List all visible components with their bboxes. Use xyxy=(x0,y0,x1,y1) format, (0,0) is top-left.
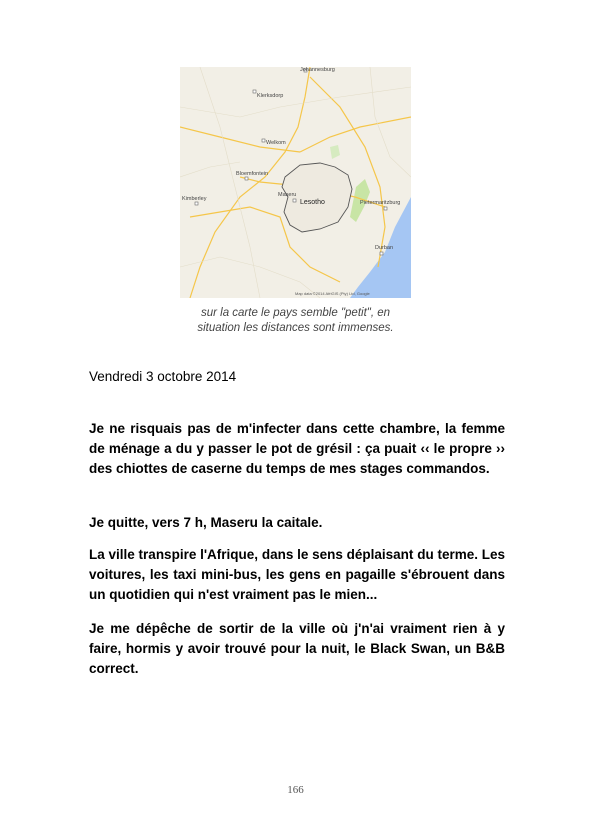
map-label-welkom: Welkom xyxy=(266,140,286,146)
map-label-johannesburg: Johannesburg xyxy=(300,67,335,73)
map-label-durban: Durban xyxy=(375,245,394,251)
map-caption xyxy=(150,306,441,336)
map-label-bloemfontein: Bloemfontein xyxy=(236,171,269,177)
paragraph-1: Je ne risquais pas de m'infecter dans cette chambre, la femme de ménage a du y passer le pot de grésil : ça puait ‹‹ le propre ›› des chiottes de caserne du temps de mes stages commandos. xyxy=(89,421,505,476)
paragraph-3: La ville transpire l'Afrique, dans le sens déplaisant du terme. Les voitures, les taxi mini-bus, les gens en pagaille s'ébrouent dans un quotidien qui n'est vraiment pas le mien... xyxy=(89,547,505,602)
paragraph-4: Je me dépêche de sortir de la ville où j'n'ai vraiment rien à y faire, hormis y avoir trouvé pour la nuit, le Black Swan, un B&B correct. xyxy=(89,621,505,676)
map-graphic xyxy=(180,67,411,298)
map-label-kimberley: Kimberley xyxy=(182,196,207,202)
caption-line-1: sur la carte le pays semble "petit", en xyxy=(200,307,391,319)
map-image xyxy=(180,67,411,298)
map-label-maseru: Maseru xyxy=(278,192,297,198)
map-label-lesotho: Lesotho xyxy=(300,199,325,206)
paragraph-2: Je quitte, vers 7 h, Maseru la caitale. xyxy=(89,515,323,530)
page-number: 166 xyxy=(287,784,304,796)
map-attribution: Map data ©2014 AfriGIS (Pty) Ltd, Google xyxy=(295,291,370,296)
map-label-pietermaritzburg: Pietermaritzburg xyxy=(360,200,401,206)
map-label-klerksdorp: Klerksdorp xyxy=(257,93,284,99)
dateline: Vendredi 3 octobre 2014 xyxy=(89,369,237,384)
caption-line-2: situation les distances sont immenses. xyxy=(197,322,394,334)
